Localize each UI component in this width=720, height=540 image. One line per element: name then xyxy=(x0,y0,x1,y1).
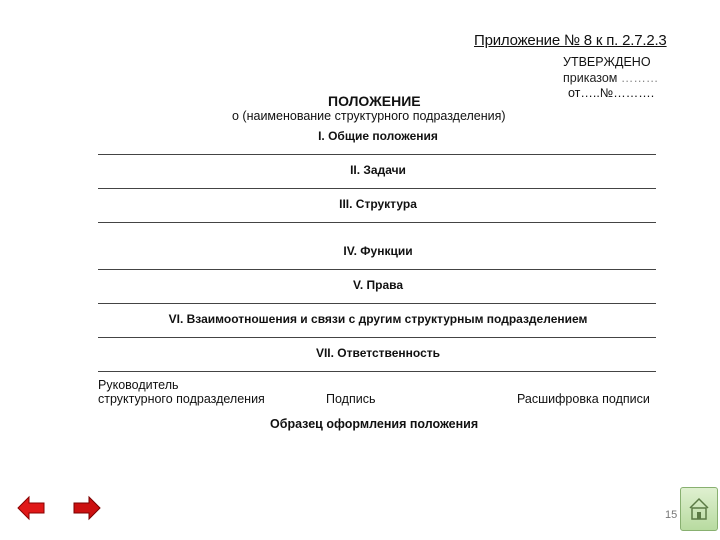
sample-caption: Образец оформления положения xyxy=(270,417,479,431)
section-heading-4: IV. Функции xyxy=(343,244,413,258)
section-underline-3 xyxy=(98,222,656,223)
order-dots: ……… xyxy=(620,71,659,85)
from-number-line: от…..№………. xyxy=(568,86,655,100)
signature-decode-label: Расшифровка подписи xyxy=(517,392,650,406)
section-heading-6: VI. Взаимоотношения и связи с другим структурным подразделением xyxy=(168,312,588,326)
prev-slide-button[interactable] xyxy=(16,494,46,522)
page-number: 15 xyxy=(665,509,678,521)
section-heading-5: V. Права xyxy=(352,278,404,292)
next-slide-button[interactable] xyxy=(72,494,102,522)
arrow-left-icon xyxy=(16,494,46,522)
order-label: приказом xyxy=(563,71,618,85)
section-underline-2 xyxy=(98,188,656,189)
section-heading-2: II. Задачи xyxy=(350,163,406,177)
section-heading-3: III. Структура xyxy=(339,197,417,211)
home-button[interactable] xyxy=(680,487,718,531)
section-underline-4 xyxy=(98,269,656,270)
arrow-right-icon xyxy=(72,494,102,522)
approved-label: УТВЕРЖДЕНО xyxy=(563,55,651,69)
section-underline-7 xyxy=(98,371,656,372)
head-label-line1: Руководитель xyxy=(98,378,179,392)
document-subtitle: о (наименование структурного подразделения) xyxy=(232,109,506,123)
appendix-reference: Приложение № 8 к п. 2.7.2.3 xyxy=(474,32,667,49)
section-heading-1: I. Общие положения xyxy=(318,129,438,143)
section-underline-1 xyxy=(98,154,656,155)
section-heading-7: VII. Ответственность xyxy=(315,346,441,360)
head-label-line2: структурного подразделения xyxy=(98,392,265,406)
home-icon xyxy=(681,488,717,530)
document-title: ПОЛОЖЕНИЕ xyxy=(328,93,421,109)
section-underline-5 xyxy=(98,303,656,304)
section-underline-6 xyxy=(98,337,656,338)
order-line xyxy=(563,71,658,85)
signature-label: Подпись xyxy=(326,392,376,406)
